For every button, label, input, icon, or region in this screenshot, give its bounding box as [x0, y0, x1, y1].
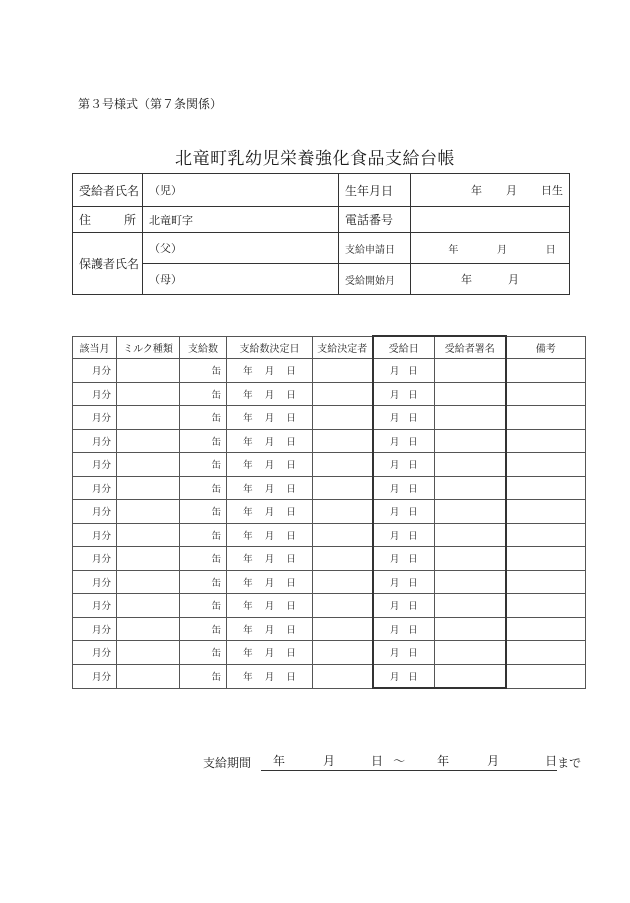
day-unit: 日: [286, 672, 296, 683]
application-date-field[interactable]: [411, 233, 570, 264]
day-unit: 日: [408, 648, 418, 660]
table-row: [73, 453, 586, 477]
milk-type-cell[interactable]: [117, 359, 180, 383]
milk-type-cell[interactable]: [117, 641, 180, 665]
milk-type-cell[interactable]: [117, 406, 180, 430]
col-header-decider: 支給決定者: [313, 336, 373, 359]
receipt-date-cell[interactable]: [373, 406, 435, 430]
year-unit: 年: [243, 554, 253, 566]
month-unit: 月分: [91, 601, 111, 613]
application-date-label: 支給申請日: [339, 233, 411, 264]
receipt-date-cell[interactable]: [373, 570, 435, 594]
receipt-date-cell[interactable]: [373, 453, 435, 477]
day-unit: 日: [408, 624, 418, 636]
table-row: [73, 617, 586, 641]
can-unit: 缶: [211, 624, 221, 636]
decision-date-cell[interactable]: [227, 570, 313, 594]
remarks-cell[interactable]: [506, 594, 586, 618]
recipient-signature-cell[interactable]: [435, 523, 506, 547]
month-unit: 月: [389, 460, 400, 472]
day-unit: 日: [408, 507, 418, 519]
quantity-cell[interactable]: [180, 641, 227, 665]
month-unit: 月: [389, 507, 400, 519]
address-field[interactable]: 北竜町字: [143, 207, 339, 233]
month-unit: 月: [264, 624, 275, 636]
month-unit: 月分: [91, 577, 111, 589]
remarks-cell[interactable]: [506, 453, 586, 477]
start-month-field[interactable]: [411, 264, 570, 295]
remarks-cell[interactable]: [506, 382, 586, 406]
can-unit: 缶: [211, 672, 221, 683]
supply-period: [203, 752, 581, 771]
month-unit: 月: [264, 554, 275, 566]
month-unit: 月分: [91, 436, 111, 448]
remarks-cell[interactable]: [506, 664, 586, 688]
remarks-cell[interactable]: [506, 406, 586, 430]
receipt-date-cell[interactable]: [373, 382, 435, 406]
decider-cell[interactable]: [313, 406, 373, 430]
phone-label: 電話番号: [339, 207, 411, 233]
day-unit: 日: [408, 460, 418, 472]
recipient-signature-cell[interactable]: [435, 641, 506, 665]
year-unit: 年: [243, 507, 253, 519]
milk-type-cell[interactable]: [117, 453, 180, 477]
mother-name-field[interactable]: （母）: [143, 264, 339, 295]
table-row: [73, 382, 586, 406]
can-unit: 缶: [211, 601, 221, 613]
month-unit: 月: [389, 483, 400, 495]
table-row: [73, 641, 586, 665]
recipient-signature-cell[interactable]: [435, 617, 506, 641]
period-month-from: 月: [323, 754, 336, 768]
month-cell[interactable]: [73, 382, 117, 406]
day-unit: 日: [408, 554, 418, 566]
apply-month-unit: 月: [496, 244, 507, 256]
table-row: [73, 523, 586, 547]
month-cell[interactable]: [73, 476, 117, 500]
table-row: [73, 359, 586, 383]
receipt-date-cell[interactable]: [373, 476, 435, 500]
year-unit: 年: [243, 389, 253, 401]
day-unit: 日: [408, 671, 418, 683]
recipient-signature-cell[interactable]: [435, 476, 506, 500]
quantity-cell[interactable]: [180, 359, 227, 383]
birth-month-unit: 月: [506, 184, 517, 197]
day-unit: 日: [286, 530, 296, 542]
period-until: まで: [557, 756, 582, 770]
col-header-decision-date: 支給数決定日: [227, 336, 313, 359]
month-unit: 月分: [91, 483, 111, 495]
month-unit: 月: [264, 507, 275, 519]
receipt-date-cell[interactable]: [373, 500, 435, 524]
recipient-signature-cell[interactable]: [435, 547, 506, 571]
birth-date-label: 生年月日: [339, 174, 411, 207]
day-unit: 日: [286, 389, 296, 401]
recipient-signature-cell[interactable]: [435, 406, 506, 430]
birth-year-unit: 年: [471, 184, 482, 197]
year-unit: 年: [243, 413, 253, 425]
recipient-signature-cell[interactable]: [435, 453, 506, 477]
day-unit: 日: [408, 577, 418, 589]
start-month-unit: 月: [508, 273, 519, 286]
remarks-cell[interactable]: [506, 523, 586, 547]
table-row: [73, 429, 586, 453]
remarks-cell[interactable]: [506, 359, 586, 383]
month-unit: 月分: [91, 507, 111, 519]
day-unit: 日: [286, 460, 296, 472]
month-unit: 月: [264, 436, 275, 448]
month-unit: 月: [389, 366, 400, 378]
month-unit: 月: [389, 671, 400, 683]
receipt-date-cell[interactable]: [373, 617, 435, 641]
year-unit: 年: [243, 530, 253, 542]
table-row: [73, 476, 586, 500]
quantity-cell[interactable]: [180, 476, 227, 500]
recipient-name-label: 受給者氏名: [73, 174, 143, 207]
day-unit: 日: [286, 483, 296, 495]
milk-type-cell[interactable]: [117, 476, 180, 500]
month-cell[interactable]: [73, 641, 117, 665]
quantity-cell[interactable]: [180, 570, 227, 594]
day-unit: 日: [286, 436, 296, 448]
day-unit: 日: [408, 413, 418, 425]
decision-date-cell[interactable]: [227, 382, 313, 406]
address-label: [73, 207, 143, 233]
day-unit: 日: [286, 413, 296, 425]
quantity-cell[interactable]: [180, 664, 227, 688]
month-unit: 月: [389, 436, 400, 448]
month-cell[interactable]: [73, 523, 117, 547]
milk-type-cell[interactable]: [117, 429, 180, 453]
can-unit: 缶: [211, 436, 221, 448]
month-unit: 月分: [91, 366, 111, 378]
year-unit: 年: [243, 648, 253, 660]
year-unit: 年: [243, 483, 253, 495]
year-unit: 年: [243, 460, 253, 472]
remarks-cell[interactable]: [506, 429, 586, 453]
can-unit: 缶: [211, 507, 221, 519]
month-unit: 月: [264, 672, 275, 683]
supply-period-label: 支給期間: [203, 756, 252, 770]
day-unit: 日: [286, 624, 296, 636]
supply-period-field[interactable]: [261, 752, 557, 771]
day-unit: 日: [286, 554, 296, 566]
month-unit: 月: [389, 577, 400, 589]
recipient-name-field[interactable]: （児）: [143, 174, 339, 207]
phone-field[interactable]: [411, 207, 570, 233]
month-cell[interactable]: [73, 406, 117, 430]
year-unit: 年: [243, 672, 253, 683]
decider-cell[interactable]: [313, 547, 373, 571]
month-cell[interactable]: [73, 617, 117, 641]
day-unit: 日: [286, 601, 296, 613]
period-day-from: 日: [371, 754, 384, 768]
receipt-date-cell[interactable]: [373, 359, 435, 383]
decider-cell[interactable]: [313, 476, 373, 500]
milk-type-cell[interactable]: [117, 617, 180, 641]
address-label-part2: 所: [123, 213, 136, 227]
month-unit: 月: [264, 601, 275, 613]
period-day-to: 日: [545, 754, 558, 768]
milk-type-cell[interactable]: [117, 500, 180, 524]
month-unit: 月分: [91, 554, 111, 566]
decider-cell[interactable]: [313, 382, 373, 406]
decision-date-cell[interactable]: [227, 523, 313, 547]
month-unit: 月分: [91, 413, 111, 425]
month-unit: 月分: [91, 389, 111, 401]
can-unit: 缶: [211, 460, 221, 472]
decider-cell[interactable]: [313, 641, 373, 665]
recipient-signature-cell[interactable]: [435, 594, 506, 618]
month-cell[interactable]: [73, 453, 117, 477]
decision-date-cell[interactable]: [227, 406, 313, 430]
decider-cell[interactable]: [313, 664, 373, 688]
table-row: [73, 547, 586, 571]
col-header-receipt-date: 受給日: [373, 336, 435, 359]
day-unit: 日: [408, 436, 418, 448]
quantity-cell[interactable]: [180, 406, 227, 430]
month-unit: 月分: [91, 530, 111, 542]
table-row: [73, 570, 586, 594]
day-unit: 日: [408, 483, 418, 495]
decision-date-cell[interactable]: [227, 429, 313, 453]
table-header-row: [73, 336, 586, 359]
quantity-cell[interactable]: [180, 500, 227, 524]
month-unit: 月: [389, 413, 400, 425]
decision-date-cell[interactable]: [227, 359, 313, 383]
form-number: 第３号様式（第７条関係）: [78, 97, 223, 111]
day-unit: 日: [408, 601, 418, 613]
decider-cell[interactable]: [313, 570, 373, 594]
table-row: [73, 594, 586, 618]
day-unit: 日: [286, 507, 296, 519]
can-unit: 缶: [211, 366, 221, 378]
can-unit: 缶: [211, 577, 221, 589]
table-row: [73, 664, 586, 688]
month-unit: 月: [264, 648, 275, 660]
month-unit: 月: [264, 483, 275, 495]
can-unit: 缶: [211, 530, 221, 542]
month-unit: 月: [264, 460, 275, 472]
col-header-quantity: 支給数: [180, 336, 227, 359]
decision-date-cell[interactable]: [227, 547, 313, 571]
day-unit: 日: [286, 577, 296, 589]
birth-date-field[interactable]: [411, 174, 570, 207]
decider-cell[interactable]: [313, 500, 373, 524]
milk-type-cell[interactable]: [117, 523, 180, 547]
document-title: 北竜町乳幼児栄養強化食品支給台帳: [175, 149, 455, 169]
decider-cell[interactable]: [313, 523, 373, 547]
month-unit: 月: [264, 389, 275, 401]
quantity-cell[interactable]: [180, 594, 227, 618]
supply-record-table: [72, 335, 586, 689]
table-row: [73, 500, 586, 524]
receipt-date-cell[interactable]: [373, 594, 435, 618]
start-year-unit: 年: [461, 273, 472, 286]
day-unit: 日: [286, 648, 296, 660]
milk-type-cell[interactable]: [117, 382, 180, 406]
col-header-milk-type: ミルク種類: [117, 336, 180, 359]
year-unit: 年: [243, 436, 253, 448]
decision-date-cell[interactable]: [227, 476, 313, 500]
decision-date-cell[interactable]: [227, 617, 313, 641]
month-unit: 月: [389, 648, 400, 660]
month-unit: 月分: [91, 460, 111, 472]
col-header-remarks: 備考: [506, 336, 586, 359]
period-month-to: 月: [487, 754, 500, 768]
decision-date-cell[interactable]: [227, 641, 313, 665]
month-cell[interactable]: [73, 570, 117, 594]
apply-year-unit: 年: [448, 244, 459, 256]
recipient-signature-cell[interactable]: [435, 382, 506, 406]
receipt-date-cell[interactable]: [373, 429, 435, 453]
month-unit: 月分: [91, 648, 111, 660]
milk-type-cell[interactable]: [117, 547, 180, 571]
receipt-date-cell[interactable]: [373, 523, 435, 547]
receipt-date-cell[interactable]: [373, 641, 435, 665]
month-unit: 月分: [91, 624, 111, 636]
decision-date-cell[interactable]: [227, 594, 313, 618]
can-unit: 缶: [211, 389, 221, 401]
year-unit: 年: [243, 366, 253, 378]
can-unit: 缶: [211, 554, 221, 566]
milk-type-cell[interactable]: [117, 664, 180, 688]
decision-date-cell[interactable]: [227, 453, 313, 477]
period-year-to: 年: [437, 754, 450, 768]
guardian-name-label: 保護者氏名: [73, 233, 143, 295]
month-cell[interactable]: [73, 429, 117, 453]
col-header-recipient-signature: 受給者署名: [435, 336, 506, 359]
remarks-cell[interactable]: [506, 476, 586, 500]
remarks-cell[interactable]: [506, 547, 586, 571]
recipient-signature-cell[interactable]: [435, 570, 506, 594]
decider-cell[interactable]: [313, 359, 373, 383]
day-unit: 日: [408, 366, 418, 378]
decision-date-cell[interactable]: [227, 664, 313, 688]
recipient-signature-cell[interactable]: [435, 664, 506, 688]
month-cell[interactable]: [73, 594, 117, 618]
month-cell[interactable]: [73, 500, 117, 524]
month-unit: 月: [389, 554, 400, 566]
quantity-cell[interactable]: [180, 382, 227, 406]
can-unit: 缶: [211, 648, 221, 660]
apply-day-unit: 日: [545, 244, 556, 256]
year-unit: 年: [243, 624, 253, 636]
quantity-cell[interactable]: [180, 523, 227, 547]
month-unit: 月: [389, 601, 400, 613]
col-header-month: 該当月: [73, 336, 117, 359]
table-row: [73, 406, 586, 430]
quantity-cell[interactable]: [180, 547, 227, 571]
year-unit: 年: [243, 577, 253, 589]
decider-cell[interactable]: [313, 429, 373, 453]
month-unit: 月: [389, 389, 400, 401]
remarks-cell[interactable]: [506, 641, 586, 665]
period-year-from: 年: [273, 754, 286, 768]
period-tilde: ～: [393, 754, 406, 768]
day-unit: 日: [408, 530, 418, 542]
month-unit: 月: [264, 366, 275, 378]
decision-date-cell[interactable]: [227, 500, 313, 524]
day-unit: 日: [286, 366, 296, 378]
month-cell[interactable]: [73, 547, 117, 571]
month-unit: 月: [389, 530, 400, 542]
decider-cell[interactable]: [313, 594, 373, 618]
month-unit: 月分: [91, 672, 111, 683]
milk-type-cell[interactable]: [117, 570, 180, 594]
day-unit: 日: [408, 389, 418, 401]
quantity-cell[interactable]: [180, 429, 227, 453]
recipient-signature-cell[interactable]: [435, 500, 506, 524]
can-unit: 缶: [211, 413, 221, 425]
month-unit: 月: [264, 530, 275, 542]
receipt-date-cell[interactable]: [373, 547, 435, 571]
quantity-cell[interactable]: [180, 617, 227, 641]
quantity-cell[interactable]: [180, 453, 227, 477]
month-unit: 月: [264, 413, 275, 425]
birth-day-unit: 日生: [541, 184, 563, 197]
recipient-signature-cell[interactable]: [435, 429, 506, 453]
remarks-cell[interactable]: [506, 500, 586, 524]
milk-type-cell[interactable]: [117, 594, 180, 618]
decider-cell[interactable]: [313, 617, 373, 641]
month-unit: 月: [264, 577, 275, 589]
remarks-cell[interactable]: [506, 617, 586, 641]
month-cell[interactable]: [73, 664, 117, 688]
address-label-part1: 住: [79, 213, 92, 227]
can-unit: 缶: [211, 483, 221, 495]
month-unit: 月: [389, 624, 400, 636]
remarks-cell[interactable]: [506, 570, 586, 594]
year-unit: 年: [243, 601, 253, 613]
receipt-date-cell[interactable]: [373, 664, 435, 688]
month-cell[interactable]: [73, 359, 117, 383]
father-name-field[interactable]: （父）: [143, 233, 339, 264]
decider-cell[interactable]: [313, 453, 373, 477]
recipient-signature-cell[interactable]: [435, 359, 506, 383]
start-month-label: 受給開始月: [339, 264, 411, 295]
recipient-info-table: [72, 173, 570, 295]
